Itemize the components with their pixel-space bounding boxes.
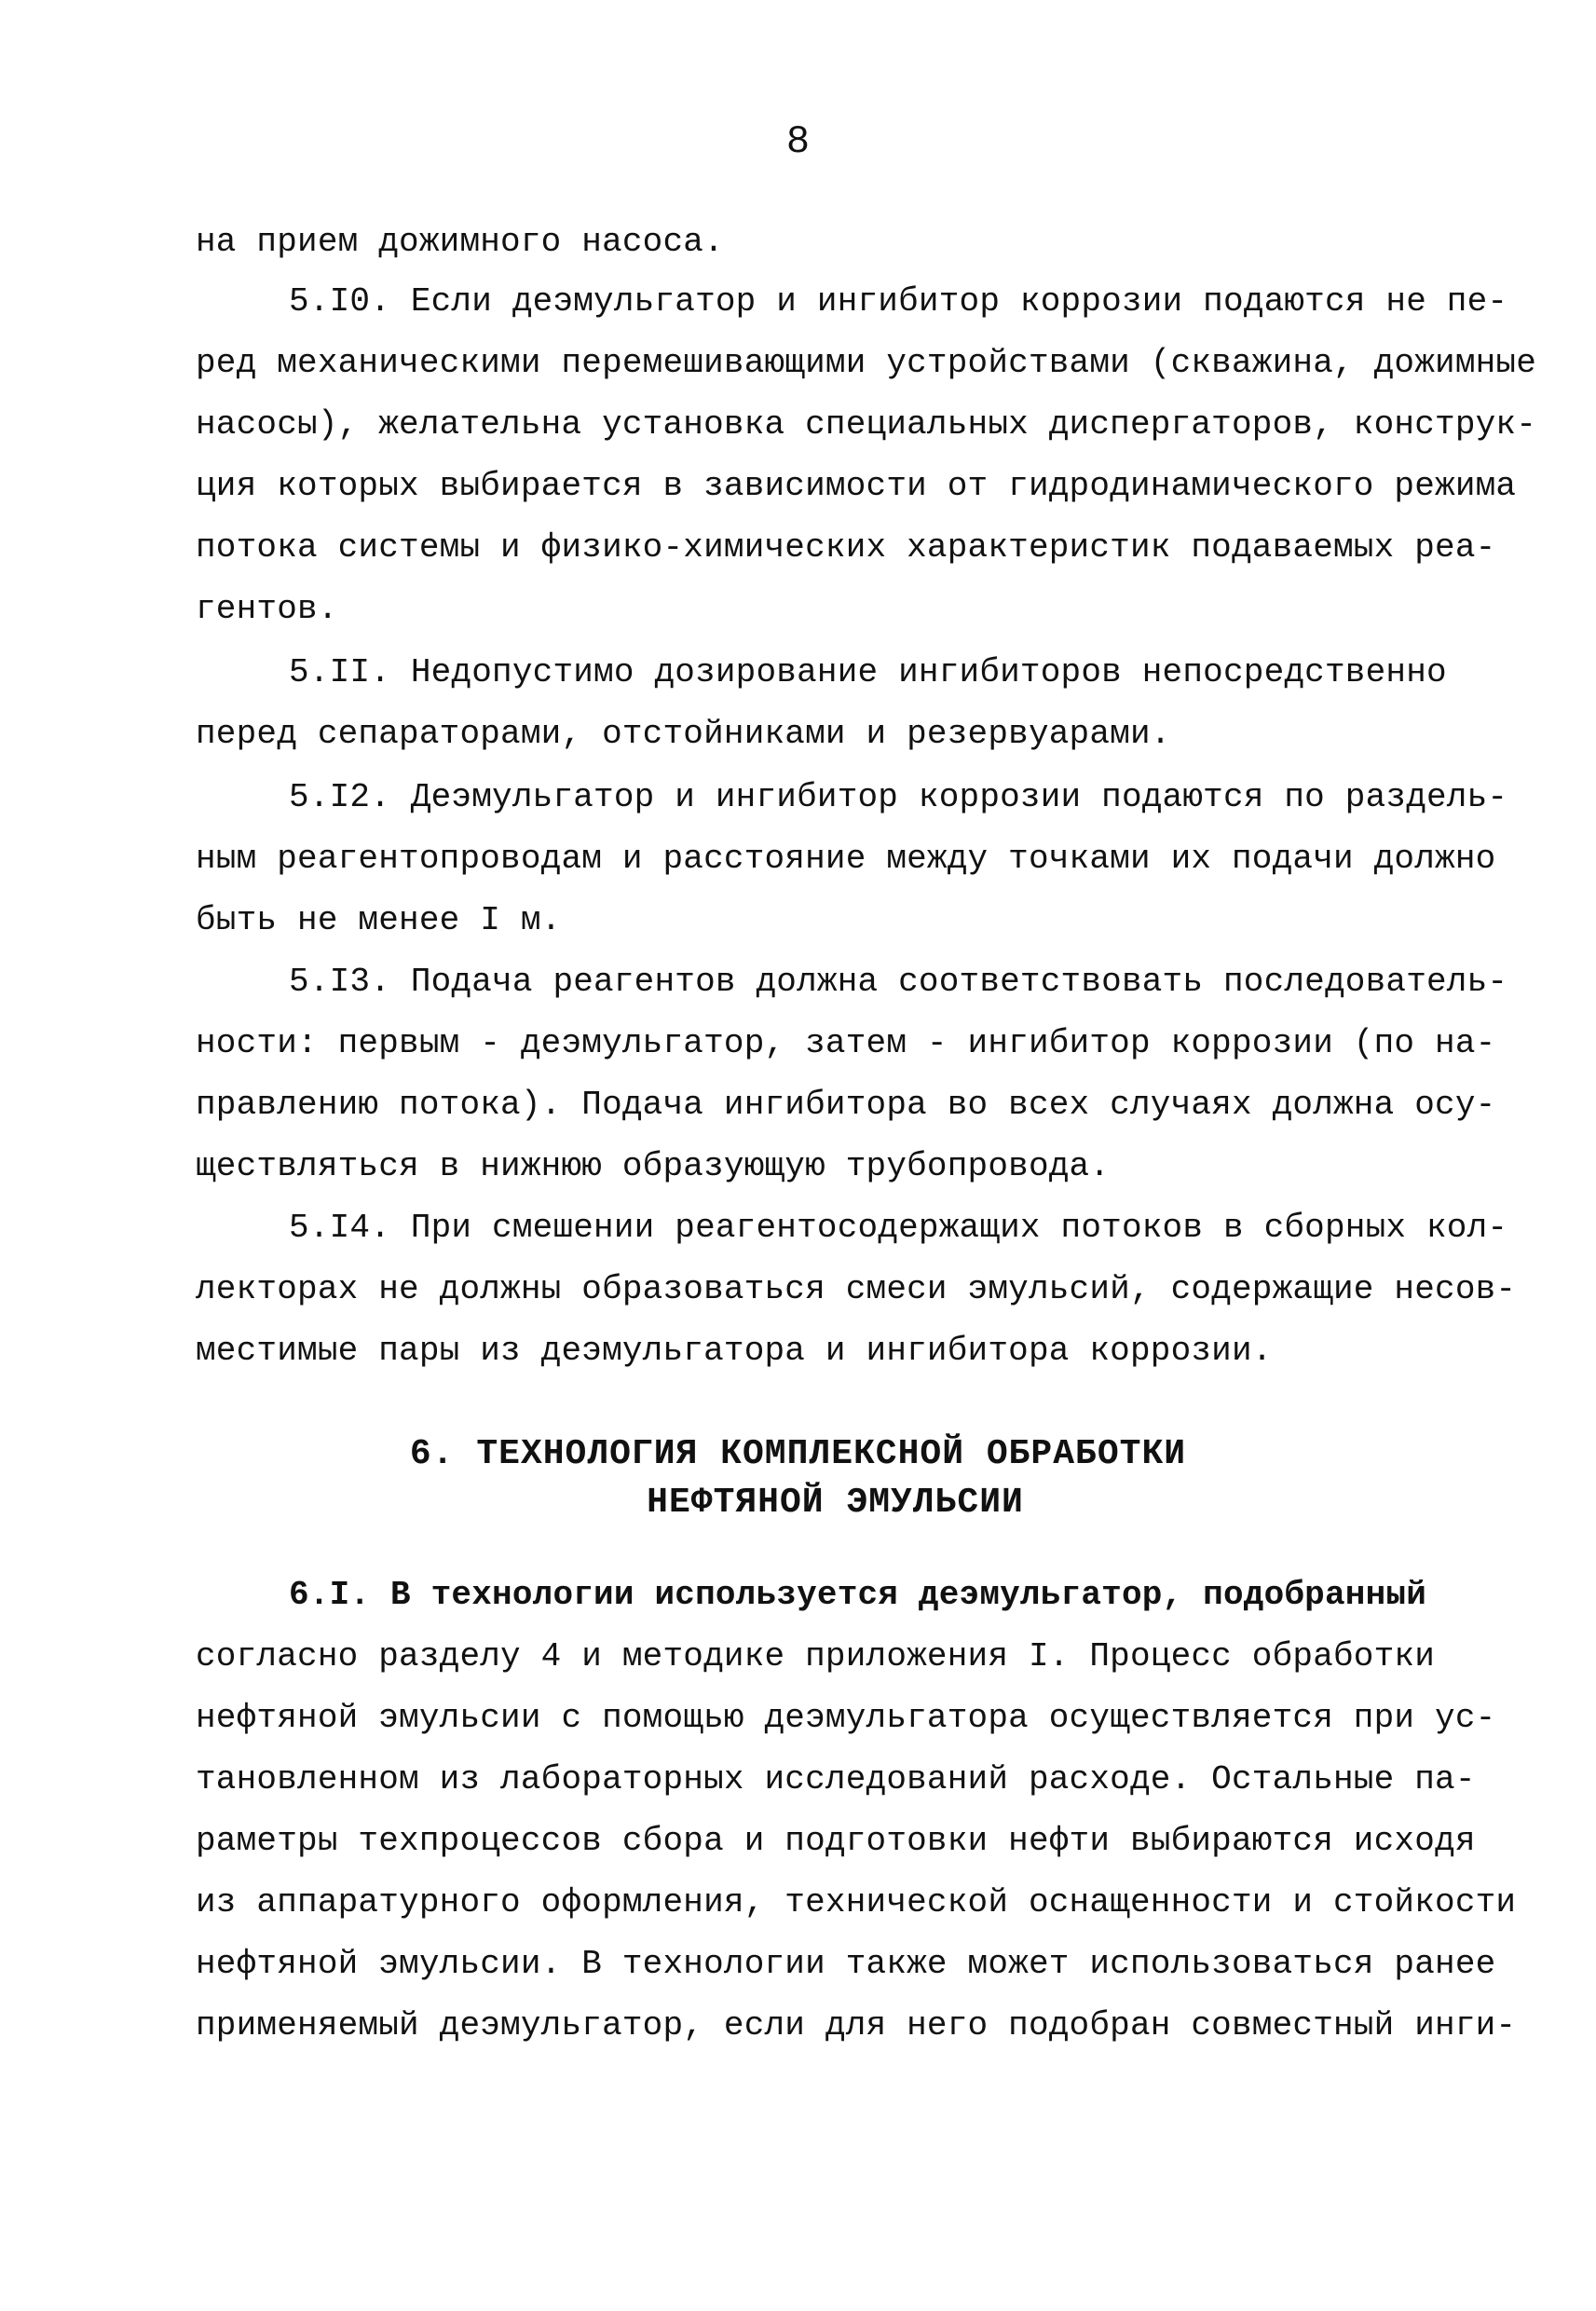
text-line: местимые пары из деэмульгатора и ингибитора коррозии.	[196, 1332, 1273, 1370]
text-line: ция которых выбирается в зависимости от гидродинамического режима	[196, 467, 1517, 505]
text-line: 6.I. В технологии используется деэмульгатор, подобранный	[289, 1576, 1426, 1614]
text-line: на прием дожимного насоса.	[196, 223, 724, 261]
text-line: гентов.	[196, 590, 338, 628]
text-line: потока системы и физико-химических характеристик подаваемых реа-	[196, 528, 1496, 567]
text-line: правлению потока). Подача ингибитора во всех случаях должна осу-	[196, 1086, 1496, 1124]
text-line: ности: первым - деэмульгатор, затем - ингибитор коррозии (по на-	[196, 1024, 1496, 1062]
text-line: нефтяной эмульсии. В технологии также может использоваться ранее	[196, 1945, 1496, 1983]
text-line: 5.II. Недопустимо дозирование ингибиторов непосредственно	[289, 653, 1447, 691]
text-line: 5.I0. Если деэмульгатор и ингибитор коррозии подаются не пе-	[289, 282, 1508, 321]
text-line: согласно разделу 4 и методике приложения I. Процесс обработки	[196, 1637, 1436, 1675]
text-line: применяемый деэмульгатор, если для него подобран совместный инги-	[196, 2006, 1517, 2044]
section-heading: 6. ТЕХНОЛОГИЯ КОМПЛЕКСНОЙ ОБРАБОТКИ	[409, 1434, 1187, 1474]
text-line: ществляться в нижнюю образующую трубопровода.	[196, 1147, 1111, 1185]
text-line: ным реагентопроводам и расстояние между точками их подачи должно	[196, 840, 1496, 878]
text-line: ред механическими перемешивающими устройствами (скважина, дожимные	[196, 344, 1537, 382]
text-line: насосы), желательна установка специальных диспергаторов, конструк-	[196, 405, 1537, 444]
text-line: 5.I4. При смешении реагентосодержащих потоков в сборных кол-	[289, 1209, 1508, 1247]
text-line: тановленном из лабораторных исследований расходе. Остальные па-	[196, 1760, 1476, 1798]
section-heading: НЕФТЯНОЙ ЭМУЛЬСИИ	[647, 1483, 1024, 1523]
text-line: лекторах не должны образоваться смеси эмульсий, содержащие несов-	[196, 1270, 1517, 1308]
text-line: из аппаратурного оформления, технической оснащенности и стойкости	[196, 1883, 1517, 1921]
text-line: перед сепараторами, отстойниками и резервуарами.	[196, 715, 1171, 753]
text-line: быть не менее I м.	[196, 901, 562, 939]
text-line: нефтяной эмульсии с помощью деэмульгатора осуществляется при ус-	[196, 1699, 1496, 1737]
page-number: 8	[785, 119, 811, 164]
text-line: раметры техпроцессов сбора и подготовки нефти выбираются исходя	[196, 1822, 1476, 1860]
text-line: 5.I3. Подача реагентов должна соответствовать последователь-	[289, 963, 1508, 1001]
text-line: 5.I2. Деэмульгатор и ингибитор коррозии подаются по раздель-	[289, 778, 1508, 816]
